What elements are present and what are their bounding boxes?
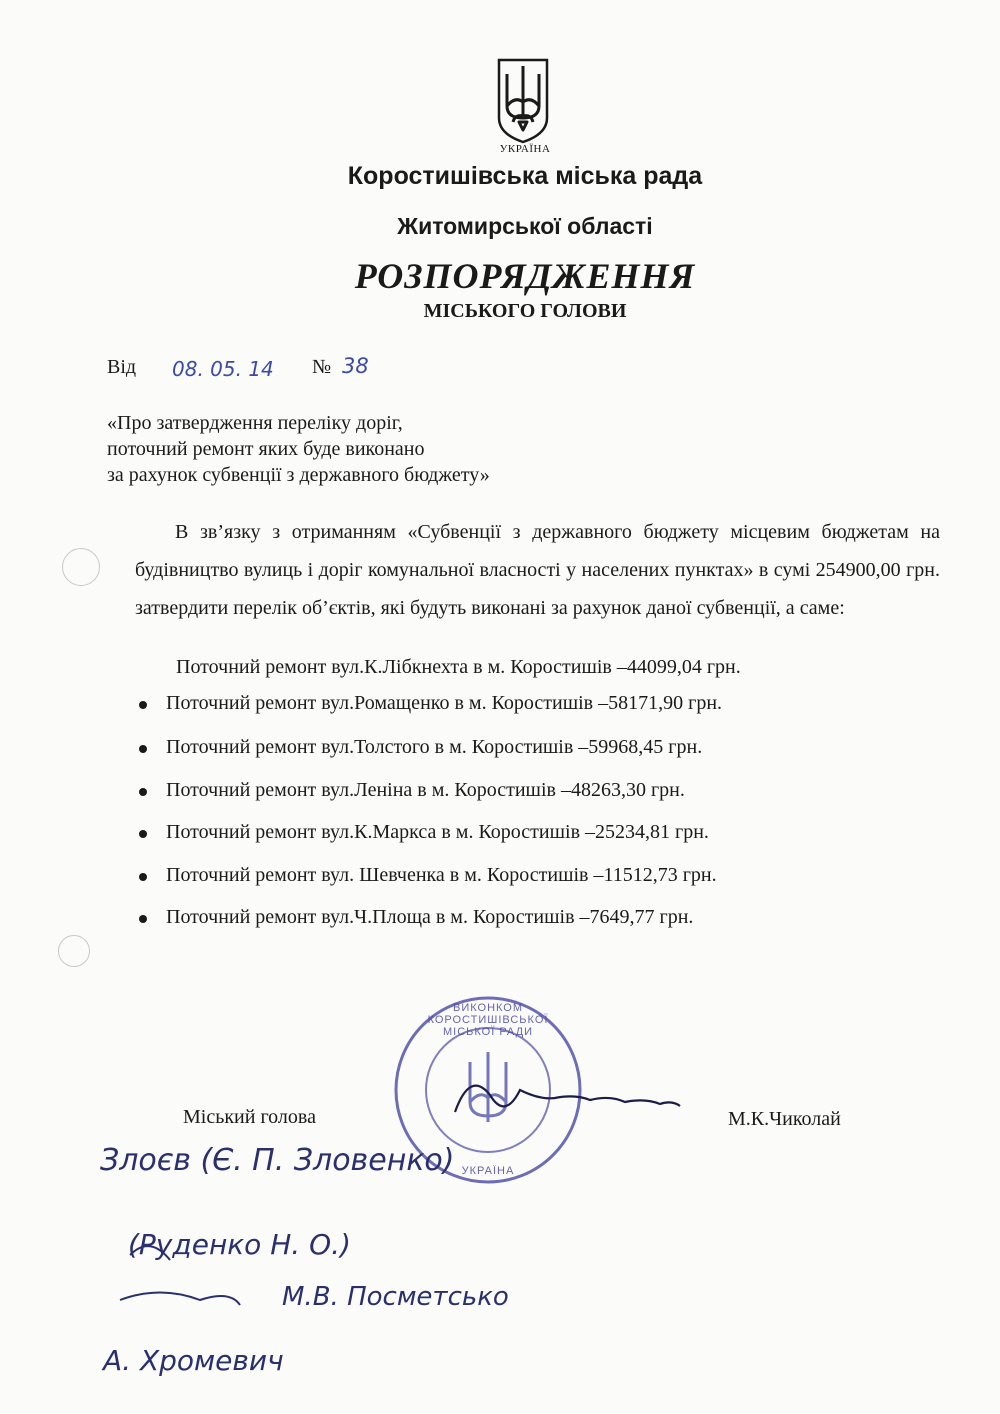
document-number: 38 (342, 354, 369, 378)
date-label: Від (107, 356, 137, 378)
country-label: УКРАЇНА (499, 143, 551, 155)
approval-signature-4: А. Хромевич (103, 1344, 284, 1377)
subject-line: за рахунок субвенції з державного бюджету» (107, 464, 490, 486)
number-label: № (312, 356, 332, 378)
list-item-text: Поточний ремонт вул.Толстого в м. Коростишів –59968,45 грн. (166, 736, 703, 758)
council-title: Коростишівська міська рада (347, 162, 703, 190)
punch-hole-mark (58, 935, 90, 967)
list-item-text: Поточний ремонт вул.Леніна в м. Коростишів –48263,30 грн. (166, 779, 685, 801)
subject-line: поточний ремонт яких буде виконано (107, 438, 425, 460)
approval-signature-2: (Руденко Н. О.) (128, 1228, 351, 1261)
trident-emblem-icon (493, 56, 553, 146)
document-subtype-heading: МІСЬКОГО ГОЛОВИ (423, 300, 627, 322)
stamp-bottom-text: УКРАЇНА (461, 1165, 515, 1177)
stamp-top-text: ВИКОНКОМ КОРОСТИШІВСЬКОЇ МІСЬКОЇ РАДИ (427, 1002, 549, 1038)
document-subject (107, 410, 490, 488)
list-item-text: Поточний ремонт вул.Ромащенко в м. Коростишів –58171,90 грн. (166, 692, 723, 714)
body-paragraph: В зв’язку з отриманням «Субвенції з державного бюджету місцевим бюджетам на будівництво вулиць і доріг комунальної власності у населених пунктах» в сумі 254900,00 грн. затвердити перелік об’єктів, які будуть виконані за рахунок даної субвенції, а саме: (135, 521, 940, 619)
document-type-heading: РОЗПОРЯДЖЕННЯ (354, 256, 696, 296)
oblast-title: Житомирської області (397, 213, 653, 239)
signatory-role: Міський голова (183, 1106, 316, 1128)
bullet-icon (139, 915, 147, 923)
list-item-text: Поточний ремонт вул. Шевченка в м. Коростишів –11512,73 грн. (166, 864, 717, 886)
bullet-icon (139, 745, 147, 753)
bullet-icon (139, 830, 147, 838)
bullet-icon (139, 701, 147, 709)
bullet-icon (139, 788, 147, 796)
document-date: 08. 05. 14 (172, 357, 274, 381)
list-item-text: Поточний ремонт вул.К.Лібкнехта в м. Коростишів –44099,04 грн. (176, 656, 741, 678)
list-item-text: Поточний ремонт вул.Ч.Площа в м. Коростишів –7649,77 грн. (166, 906, 694, 928)
punch-hole-mark (62, 548, 100, 586)
approval-signature-3: М.В. Посметсько (282, 1282, 509, 1312)
bullet-icon (139, 873, 147, 881)
subject-line: «Про затвердження переліку доріг, (107, 412, 403, 434)
signatory-name: М.К.Чиколай (728, 1108, 841, 1130)
list-item-text: Поточний ремонт вул.К.Маркса в м. Коростишів –25234,81 грн. (166, 821, 709, 843)
approval-signature-1: Злоєв (Є. П. Зловенко) (100, 1143, 455, 1178)
